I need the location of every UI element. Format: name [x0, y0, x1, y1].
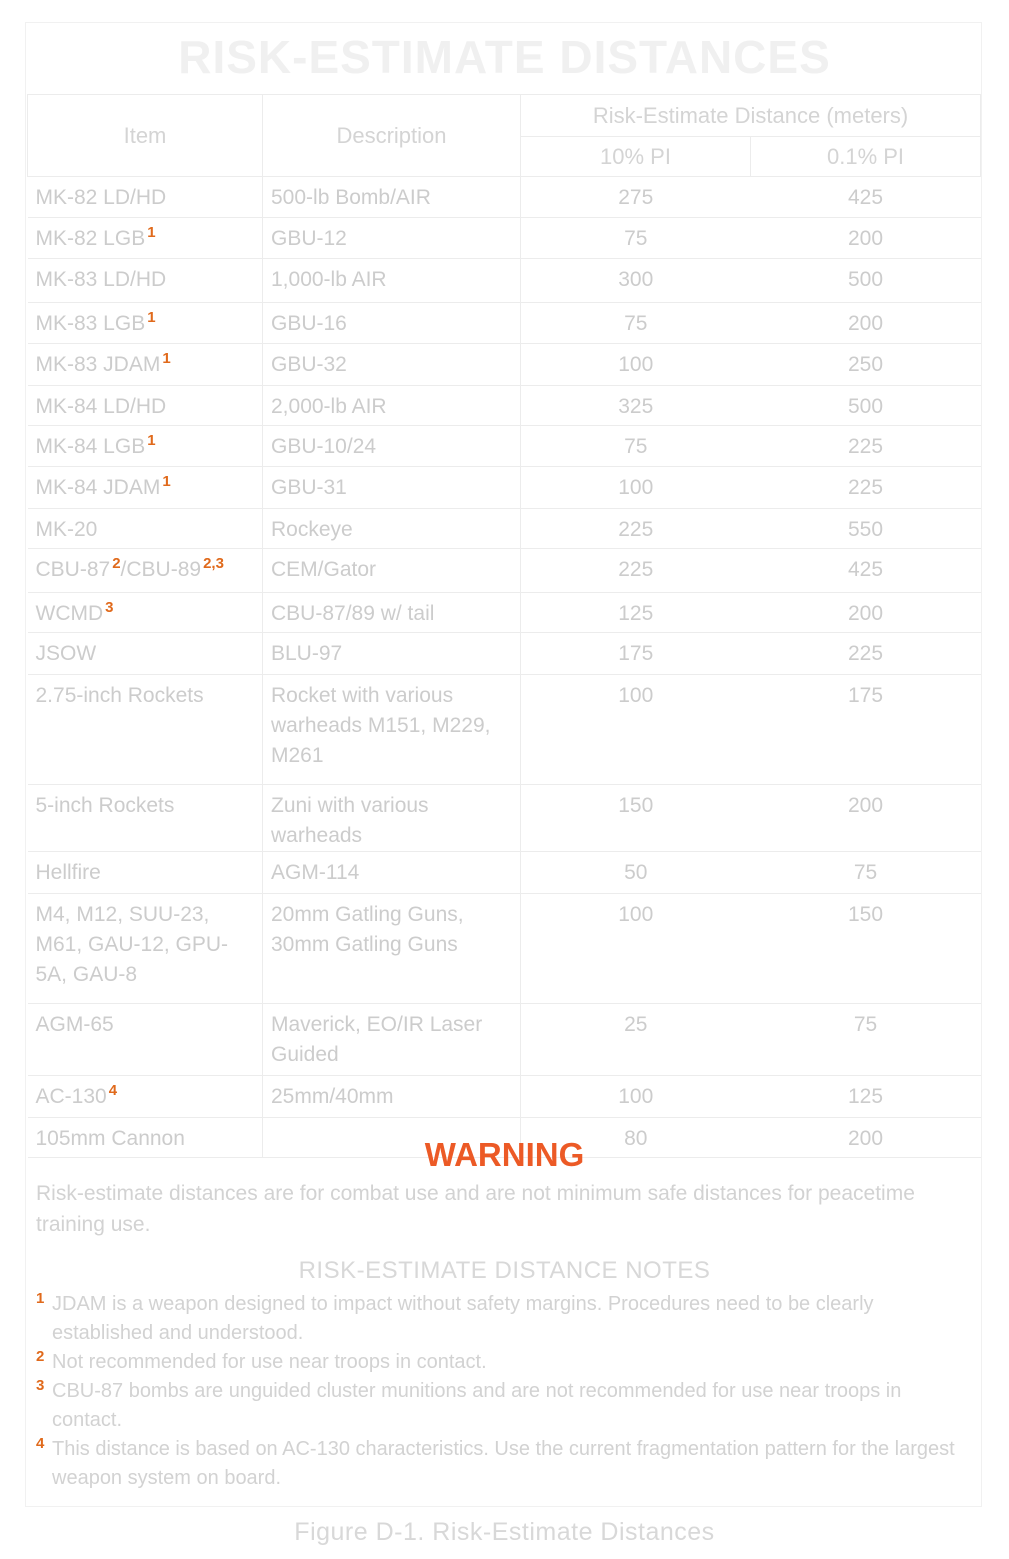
table-row: [28, 509, 981, 549]
table-row: [28, 467, 981, 509]
item-name: JSOW: [35, 642, 97, 665]
row-0-1-percent-pi: 200: [751, 303, 981, 344]
footnote-marker: 1: [147, 224, 156, 241]
row-0-1-percent-pi: 200: [751, 785, 981, 852]
row-description: GBU-16: [263, 303, 521, 344]
row-description: Rocket with various warheads M151, M229, M261: [263, 675, 521, 785]
note-number: 4: [36, 1435, 45, 1452]
row-10-percent-pi: 50: [521, 852, 751, 894]
row-description: 25mm/40mm: [263, 1076, 521, 1118]
row-item: [28, 426, 263, 467]
item-name: MK-84 LD/HD: [35, 395, 167, 418]
item-name: AGM-65: [35, 1013, 114, 1036]
row-description: CEM/Gator: [263, 549, 521, 593]
row-0-1-percent-pi: 500: [751, 259, 981, 303]
row-item: [28, 509, 263, 549]
row-item: [28, 593, 263, 633]
table-row: [28, 259, 981, 303]
row-description: 20mm Gatling Guns, 30mm Gatling Guns: [263, 894, 521, 1004]
row-10-percent-pi: 75: [521, 426, 751, 467]
row-description: 500-lb Bomb/AIR: [263, 177, 521, 218]
row-0-1-percent-pi: 200: [751, 1118, 981, 1158]
note-number: 2: [36, 1348, 45, 1365]
row-item: [28, 1004, 263, 1076]
table-row: [28, 177, 981, 218]
row-0-1-percent-pi: 225: [751, 426, 981, 467]
table-row: [28, 593, 981, 633]
table-row: [28, 218, 981, 259]
item-name: WCMD: [35, 602, 104, 625]
item-name-tail: /CBU-89: [120, 558, 202, 581]
footnote-marker: 2: [112, 555, 121, 572]
footnote-marker: 1: [147, 309, 156, 326]
row-10-percent-pi: 100: [521, 675, 751, 785]
item-name: MK-83 LGB: [35, 312, 146, 335]
footnote-marker: 1: [162, 473, 171, 490]
table-row: [28, 852, 981, 894]
row-10-percent-pi: 100: [521, 1076, 751, 1118]
table-row: [28, 303, 981, 344]
row-description: 2,000-lb AIR: [263, 386, 521, 426]
row-10-percent-pi: 75: [521, 303, 751, 344]
item-name: MK-82 LD/HD: [35, 186, 167, 209]
note-number: 1: [36, 1290, 45, 1307]
row-description: BLU-97: [263, 633, 521, 675]
notes-title: RISK-ESTIMATE DISTANCE NOTES: [298, 1257, 711, 1284]
row-description: Maverick, EO/IR Laser Guided: [263, 1004, 521, 1076]
row-item: [28, 785, 263, 852]
header-distance-group: Risk-Estimate Distance (meters): [521, 95, 981, 137]
header-10-percent-pi: 10% PI: [521, 137, 751, 177]
row-10-percent-pi: 100: [521, 467, 751, 509]
header-item: Item: [28, 95, 263, 177]
item-name: 2.75-inch Rockets: [35, 684, 204, 707]
row-0-1-percent-pi: 225: [751, 633, 981, 675]
note-number: 3: [36, 1377, 45, 1394]
row-item: [28, 218, 263, 259]
table-row: [28, 633, 981, 675]
row-description: 1,000-lb AIR: [263, 259, 521, 303]
row-description: Zuni with various warheads: [263, 785, 521, 852]
item-name: 105mm Cannon: [35, 1127, 185, 1150]
item-name: MK-84 JDAM: [35, 476, 161, 499]
row-10-percent-pi: 275: [521, 177, 751, 218]
row-item: [28, 344, 263, 386]
row-10-percent-pi: 25: [521, 1004, 751, 1076]
warning-text: Risk-estimate distances are for combat use and are not minimum safe distances for peacetime training use.: [36, 1182, 915, 1236]
row-description: GBU-32: [263, 344, 521, 386]
note-item: [34, 1290, 964, 1348]
note-text: CBU-87 bombs are unguided cluster munitions and are not recommended for use near troops in contact.: [52, 1380, 902, 1431]
row-10-percent-pi: 175: [521, 633, 751, 675]
row-item: [28, 259, 263, 303]
footnote-marker: 4: [108, 1082, 118, 1099]
notes-list: [34, 1290, 964, 1493]
footnote-marker: 2,3: [203, 555, 224, 572]
row-description: GBU-12: [263, 218, 521, 259]
row-description: Rockeye: [263, 509, 521, 549]
item-name: MK-83 JDAM: [35, 353, 161, 376]
table-row: [28, 386, 981, 426]
table-row: [28, 894, 981, 1004]
table-row: [28, 344, 981, 386]
row-description: AGM-114: [263, 852, 521, 894]
item-name: CBU-87: [35, 558, 111, 581]
row-10-percent-pi: 150: [521, 785, 751, 852]
row-10-percent-pi: 75: [521, 218, 751, 259]
row-0-1-percent-pi: 225: [751, 467, 981, 509]
figure-caption: Figure D-1. Risk-Estimate Distances: [294, 1518, 715, 1546]
warning-heading: WARNING: [424, 1136, 585, 1173]
row-item: [28, 386, 263, 426]
row-10-percent-pi: 225: [521, 549, 751, 593]
row-0-1-percent-pi: 250: [751, 344, 981, 386]
row-item: [28, 303, 263, 344]
row-0-1-percent-pi: 425: [751, 177, 981, 218]
footnote-marker: 1: [147, 432, 156, 449]
note-item: [34, 1377, 964, 1435]
header-description: Description: [263, 95, 521, 177]
footnote-marker: 1: [162, 350, 171, 367]
row-item: [28, 633, 263, 675]
row-description: CBU-87/89 w/ tail: [263, 593, 521, 633]
item-name: MK-83 LD/HD: [35, 268, 167, 291]
row-item: [28, 549, 263, 593]
row-0-1-percent-pi: 175: [751, 675, 981, 785]
row-item: [28, 1076, 263, 1118]
row-0-1-percent-pi: 500: [751, 386, 981, 426]
row-0-1-percent-pi: 425: [751, 549, 981, 593]
row-10-percent-pi: 100: [521, 894, 751, 1004]
item-name: MK-82 LGB: [35, 227, 146, 250]
table-row: [28, 785, 981, 852]
table-row: [28, 1004, 981, 1076]
row-description: GBU-10/24: [263, 426, 521, 467]
table-row: [28, 1076, 981, 1118]
row-0-1-percent-pi: 75: [751, 852, 981, 894]
row-10-percent-pi: 80: [521, 1118, 751, 1158]
table-body: [28, 177, 981, 1158]
row-10-percent-pi: 225: [521, 509, 751, 549]
row-item: [28, 675, 263, 785]
row-0-1-percent-pi: 200: [751, 593, 981, 633]
note-text: JDAM is a weapon designed to impact without safety margins. Procedures need to be clearly established and understood.: [52, 1293, 874, 1344]
page-title: RISK-ESTIMATE DISTANCES: [178, 31, 831, 83]
row-0-1-percent-pi: 125: [751, 1076, 981, 1118]
item-name: Hellfire: [35, 861, 101, 884]
table-row: [28, 549, 981, 593]
row-10-percent-pi: 300: [521, 259, 751, 303]
risk-estimate-table: [27, 94, 981, 1158]
table-row: [28, 675, 981, 785]
row-item: [28, 852, 263, 894]
table-row: [28, 426, 981, 467]
note-item: [34, 1435, 964, 1493]
item-name: MK-84 LGB: [35, 435, 146, 458]
row-0-1-percent-pi: 200: [751, 218, 981, 259]
row-item: [28, 894, 263, 1004]
row-description: GBU-31: [263, 467, 521, 509]
item-name: M4, M12, SUU-23, M61, GAU-12, GPU-5A, GAU-8: [35, 903, 229, 986]
row-0-1-percent-pi: 75: [751, 1004, 981, 1076]
item-name: AC-130: [35, 1085, 107, 1108]
header-0-1-percent-pi: 0.1% PI: [751, 137, 981, 177]
row-item: [28, 467, 263, 509]
item-name: MK-20: [35, 518, 98, 541]
row-10-percent-pi: 100: [521, 344, 751, 386]
item-name: 5-inch Rockets: [35, 794, 175, 817]
row-item: [28, 177, 263, 218]
row-10-percent-pi: 325: [521, 386, 751, 426]
note-item: [34, 1348, 964, 1377]
row-0-1-percent-pi: 550: [751, 509, 981, 549]
note-text: Not recommended for use near troops in contact.: [52, 1351, 487, 1373]
row-10-percent-pi: 125: [521, 593, 751, 633]
footnote-marker: 3: [105, 599, 114, 616]
row-0-1-percent-pi: 150: [751, 894, 981, 1004]
note-text: This distance is based on AC-130 characteristics. Use the current fragmentation pattern for the largest weapon system on board.: [52, 1438, 955, 1489]
